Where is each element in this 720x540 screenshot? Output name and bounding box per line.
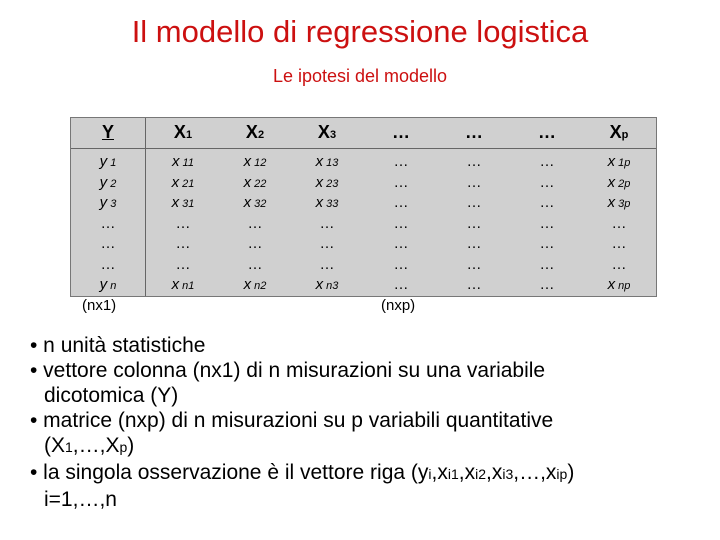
cell-symbol: … [466, 235, 482, 252]
table-cell [220, 214, 290, 234]
table-cell [439, 234, 509, 254]
cell-subscript: 12 [251, 157, 267, 169]
cell-symbol: … [319, 235, 335, 252]
column-divider [145, 118, 146, 296]
cell-symbol: x [171, 173, 180, 191]
header-label: Y [101, 122, 114, 142]
column-header [512, 122, 582, 143]
cell-subscript: 2p [615, 177, 631, 190]
table-cell [73, 214, 143, 234]
bullet-matrix-cont [30, 433, 710, 460]
table-cell [148, 234, 218, 254]
table-cell [512, 275, 582, 295]
cell-symbol: x [607, 194, 616, 211]
column-header [366, 122, 436, 143]
header-label: X [317, 122, 330, 142]
cell-symbol: x [171, 276, 180, 293]
column-header [292, 122, 362, 143]
cell-symbol: x [243, 194, 252, 211]
cell-symbol: x [315, 276, 324, 293]
data-matrix-table [70, 117, 657, 297]
cell-symbol: … [539, 194, 555, 211]
table-cell [73, 255, 143, 275]
cell-symbol: … [100, 255, 116, 273]
footer-dim-x: (nxp) [381, 297, 416, 314]
bullet-vector: • vettore colonna (nx1) di n misurazioni su una variabile [30, 359, 546, 382]
text: ) [127, 434, 135, 457]
table-cell [366, 275, 436, 295]
cell-subscript: n3 [323, 280, 339, 292]
cell-symbol: … [611, 235, 627, 252]
bullet-observation [30, 460, 710, 487]
cell-symbol: … [611, 214, 627, 232]
cell-subscript: 11 [179, 157, 194, 169]
cell-symbol: … [393, 235, 409, 252]
subscript: i3 [502, 466, 514, 482]
subscript: i [428, 466, 432, 482]
cell-symbol: x [243, 153, 252, 170]
cell-symbol: … [539, 153, 555, 170]
page-title: Il modello di regressione logistica [131, 14, 589, 49]
cell-symbol: … [247, 214, 263, 232]
subscript: i2 [475, 466, 486, 482]
footer-dim-y: (nx1) [82, 297, 117, 314]
table-cell [73, 173, 143, 194]
cell-symbol: x [172, 153, 180, 170]
table-cell [512, 214, 582, 234]
text: ,x [458, 461, 476, 484]
cell-symbol: … [393, 276, 409, 293]
cell-symbol: x [243, 276, 252, 293]
table-cell [584, 255, 654, 275]
text: ) [567, 461, 575, 484]
table-cell [439, 152, 509, 172]
table-cell [292, 152, 362, 173]
cell-symbol: x [171, 194, 180, 211]
header-label: … [392, 122, 410, 142]
cell-symbol: … [175, 235, 191, 252]
table-cell [292, 255, 362, 275]
table-cell [439, 193, 509, 213]
cell-symbol: … [319, 255, 335, 273]
table-cell [584, 234, 654, 254]
cell-subscript: 1p [615, 157, 631, 169]
table-cell [439, 275, 509, 295]
table-cell [292, 193, 362, 214]
text: ,…,X [72, 434, 120, 457]
cell-subscript: 2 [107, 177, 117, 190]
cell-subscript: 22 [251, 177, 267, 190]
table-cell [73, 234, 143, 254]
table-cell [512, 193, 582, 213]
cell-symbol: x [607, 173, 616, 191]
table-cell [148, 255, 218, 275]
table-cell [148, 173, 218, 194]
header-subscript: 3 [329, 129, 337, 141]
table-cell [366, 193, 436, 213]
cell-symbol: … [539, 235, 555, 252]
text: (X [44, 434, 65, 457]
cell-subscript: np [615, 280, 631, 292]
table-cell [220, 275, 290, 296]
cell-symbol: … [539, 173, 555, 191]
table-cell [439, 173, 509, 193]
cell-symbol: … [539, 276, 555, 293]
cell-symbol: … [466, 194, 482, 211]
table-cell [366, 152, 436, 172]
table-cell [292, 214, 362, 234]
cell-symbol: … [319, 214, 335, 232]
table-cell [148, 193, 218, 214]
bullet-index-range: i=1,…,n [44, 488, 117, 511]
cell-subscript: n2 [251, 280, 267, 292]
column-header [584, 122, 654, 143]
table-cell [584, 152, 654, 173]
cell-symbol: … [466, 173, 482, 191]
cell-symbol: … [466, 214, 482, 232]
cell-subscript: 1 [107, 157, 117, 169]
cell-subscript: 13 [323, 157, 339, 169]
subscript: 1 [65, 439, 73, 455]
bullet-units: • n unità statistiche [30, 334, 206, 357]
table-cell [512, 152, 582, 172]
text: ,x [431, 461, 448, 484]
cell-symbol: x [243, 173, 252, 191]
cell-subscript: 3p [615, 198, 631, 210]
header-subscript: p [621, 129, 629, 141]
column-header [220, 122, 290, 143]
bullet-matrix: • matrice (nxp) di n misurazioni su p variabili quantitative [30, 409, 554, 432]
cell-symbol: … [539, 214, 555, 232]
table-cell [148, 214, 218, 234]
cell-symbol: … [247, 235, 263, 252]
table-cell [292, 275, 362, 296]
cell-symbol: y [99, 276, 108, 293]
header-divider [71, 148, 656, 149]
table-cell [512, 173, 582, 193]
header-label: X [609, 122, 622, 142]
cell-symbol: … [611, 255, 627, 273]
cell-symbol: … [100, 214, 116, 232]
table-cell [292, 173, 362, 194]
cell-symbol: x [607, 153, 616, 170]
cell-symbol: y [99, 173, 108, 191]
cell-subscript: 21 [179, 177, 195, 190]
text: ,x [486, 461, 503, 484]
cell-symbol: x [315, 173, 324, 191]
header-label: X [245, 122, 258, 142]
column-header [73, 122, 143, 143]
cell-symbol: … [393, 173, 409, 191]
table-cell [366, 255, 436, 275]
table-cell [366, 173, 436, 193]
table-cell [148, 152, 218, 173]
cell-symbol: … [466, 255, 482, 273]
table-cell [73, 193, 143, 214]
table-cell [220, 255, 290, 275]
text: ,…,x [513, 461, 557, 484]
cell-symbol: y [99, 194, 108, 211]
table-cell [439, 255, 509, 275]
table-cell [584, 214, 654, 234]
table-cell [220, 173, 290, 194]
table-cell [220, 234, 290, 254]
table-cell [512, 234, 582, 254]
header-subscript: 1 [185, 129, 193, 141]
cell-symbol: … [247, 255, 263, 273]
cell-subscript: n1 [179, 280, 195, 292]
cell-symbol: … [175, 214, 191, 232]
cell-symbol: … [466, 153, 482, 170]
table-cell [73, 152, 143, 173]
table-cell [439, 214, 509, 234]
table-cell [366, 234, 436, 254]
table-cell [148, 275, 218, 296]
cell-symbol: … [393, 153, 409, 170]
bullet-list [30, 333, 710, 512]
table-cell [584, 275, 654, 296]
column-header [148, 122, 218, 143]
cell-symbol: … [175, 255, 191, 273]
header-label: … [465, 122, 483, 142]
cell-subscript: 32 [251, 198, 267, 210]
cell-symbol: x [315, 194, 324, 211]
cell-symbol: x [607, 276, 616, 293]
header-label: … [538, 122, 556, 142]
table-cell [220, 193, 290, 214]
cell-symbol: … [393, 214, 409, 232]
table-cell [366, 214, 436, 234]
cell-subscript: 23 [323, 177, 339, 190]
cell-symbol: … [393, 194, 409, 211]
cell-symbol: … [539, 255, 555, 273]
subscript: p [119, 439, 128, 455]
subscript: ip [556, 466, 568, 482]
table-cell [292, 234, 362, 254]
text: • la singola osservazione è il vettore riga (y [30, 461, 429, 484]
table-cell [584, 193, 654, 214]
cell-symbol: … [466, 276, 482, 293]
page-subtitle: Le ipotesi del modello [272, 66, 448, 86]
header-subscript: 2 [257, 129, 265, 141]
cell-subscript: 3 [107, 198, 117, 210]
table-cell [584, 173, 654, 194]
table-cell [220, 152, 290, 173]
table-cell [73, 275, 143, 296]
cell-subscript: 31 [179, 198, 195, 210]
cell-symbol: y [99, 153, 108, 170]
cell-subscript: n [107, 280, 117, 292]
cell-symbol: … [393, 255, 409, 273]
cell-symbol: … [100, 235, 116, 252]
cell-subscript: 33 [323, 198, 339, 210]
bullet-vector-cont: dicotomica (Y) [44, 384, 179, 407]
table-cell [512, 255, 582, 275]
cell-symbol: x [315, 153, 324, 170]
subscript: i1 [447, 466, 459, 482]
column-header [439, 122, 509, 143]
header-label: X [173, 122, 186, 142]
